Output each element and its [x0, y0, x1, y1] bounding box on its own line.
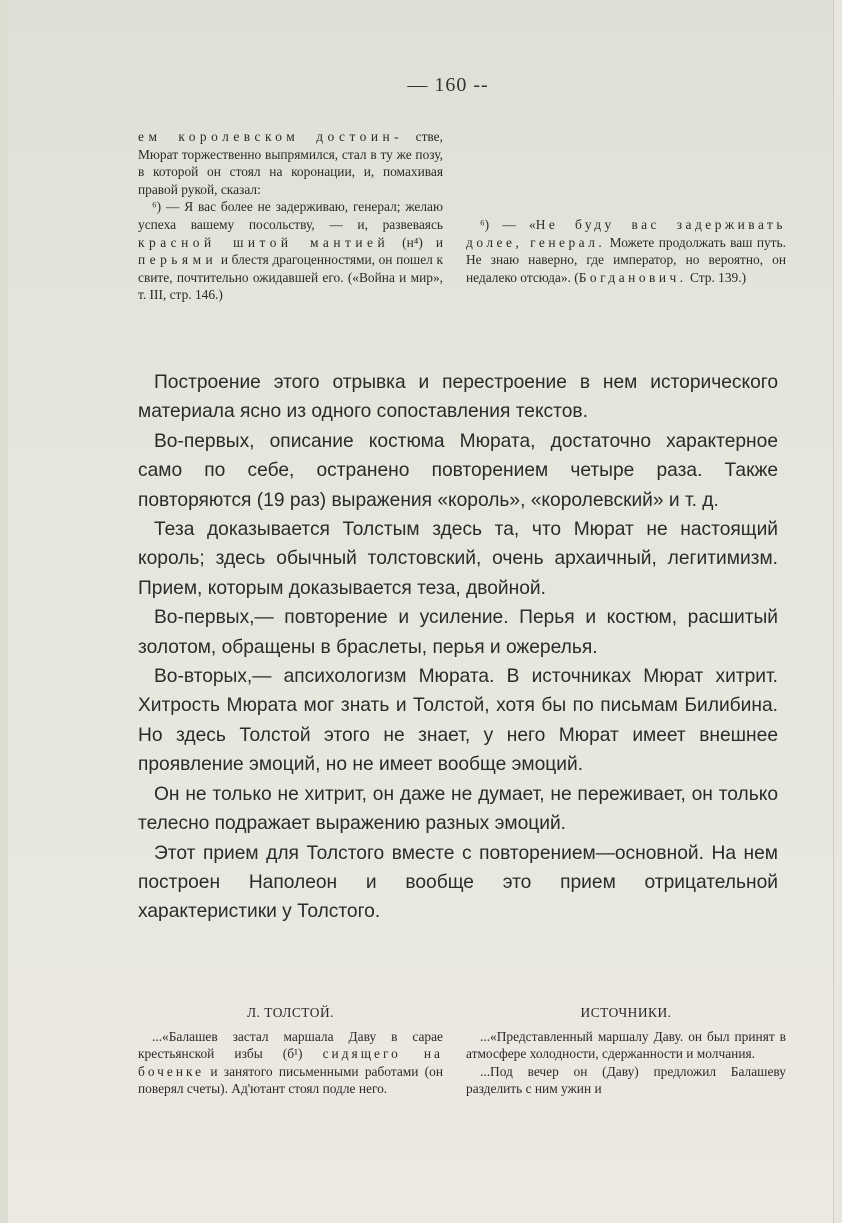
footnote-quote: [138, 198, 443, 304]
note-marker: ⁶): [152, 199, 162, 215]
quote-text: Стр. 139.): [686, 269, 747, 285]
spaced-text: ем королевском достоин-: [138, 129, 404, 144]
source-quote-column: [466, 216, 786, 304]
sources-column: [466, 1004, 786, 1098]
paragraph: Построение этого отрывка и перестроение в нем исторического материала ясно из одного сопоставления текстов.: [138, 372, 778, 423]
spaced-text: сидящего на боченке: [138, 1046, 443, 1079]
paragraph: Во-первых,— повторение и усиление. Перья и костюм, расшитый золотом, обращены в браслеты, перья и ожерелья.: [138, 607, 778, 658]
paragraph: Теза доказывается Толстым здесь та, что Мюрат не настоящий король; здесь обычный толстовский, очень архаичный, легитимизм. Прием, которым доказывается теза, двойной.: [138, 519, 778, 599]
spaced-text: красной шитой мантией: [138, 234, 390, 250]
source-quote: ...«Представленный маршалу Даву. он был принят в атмосфере холодности, сдержанности и молчания.: [466, 1028, 786, 1062]
quote-text: (н⁴) и: [389, 234, 443, 250]
paragraph: Во-вторых,— апсихологизм Мюрата. В источниках Мюрат хитрит. Хитрость Мюрата мог знать и Толстой, хотя бы по письмам Билибина. Но здесь Толстой этого не знает, у него Мюрат имеет внешнее проявление эмоций, но не имеет вообще эмоций.: [138, 666, 778, 776]
page-number: — 160 --: [407, 74, 489, 96]
quote-text: стве, Мюрат торжественно выпрямился, стал в ту же позу, в которой он стоял на коронации, и, помахивая правой рукой, сказал:: [138, 129, 443, 197]
column-heading: ИСТОЧНИКИ.: [580, 1005, 672, 1020]
column-heading: Л. ТОЛСТОЙ.: [247, 1005, 334, 1020]
page-edge: [833, 0, 842, 1223]
spaced-text: перьями: [138, 252, 218, 268]
note-marker: ⁶): [480, 217, 490, 232]
main-body-text: [138, 368, 778, 927]
source-quote: ...Под вечер он (Даву) предложил Балашеву разделить с ним ужин и: [466, 1063, 786, 1097]
tolstoy-quote-column: [138, 128, 443, 304]
quote-text: ...«Балашев застал маршала Даву в сарае крестьянской избы (б¹): [138, 1028, 443, 1062]
quote-text: Можете продолжать ваш путь. Не знаю наверно, где император, но вероятно, он недалеко отсюда». (: [466, 234, 786, 285]
quote-text: и блестя драгоценностями, он пошел к свите, почтительно ожидавшей его. («Война и мир», т. III, стр. 146.): [138, 252, 443, 303]
book-page: [8, 0, 834, 1223]
quote-text: — «: [489, 217, 536, 232]
quote-text: — Я вас более не задерживаю, генерал; желаю успеха вашему посольству, — и, развеваясь: [138, 199, 443, 232]
tolstoy-column: [138, 1004, 443, 1098]
spaced-text: Не буду вас задерживать долее, генерал.: [466, 217, 787, 250]
spaced-text: Богданович.: [578, 269, 687, 285]
source-quote: [466, 216, 786, 286]
tolstoy-quote: [138, 1028, 443, 1098]
paragraph: Этот прием для Толстого вместе с повторением—основной. На нем построен Наполеон и вообще это прием отрицательной характеристики у Толстого.: [138, 842, 778, 923]
top-comparison-columns: [138, 128, 786, 304]
quote-continuation: [138, 128, 443, 198]
paragraph: Во-первых, описание костюма Мюрата, достаточно характерное само по себе, остранено повторением четыре раза. Также повторяются (19 раз) выражения «король», «королевский» и т. д.: [138, 430, 778, 511]
paragraph: Он не только не хитрит, он даже не думает, не переживает, он только телесно подражает выражению разных эмоций.: [138, 783, 778, 835]
bottom-comparison-columns: [138, 1004, 786, 1098]
quote-text: и занятого письменными работами (он поверял счеты). Ад'ютант стоял подле него.: [138, 1063, 443, 1097]
